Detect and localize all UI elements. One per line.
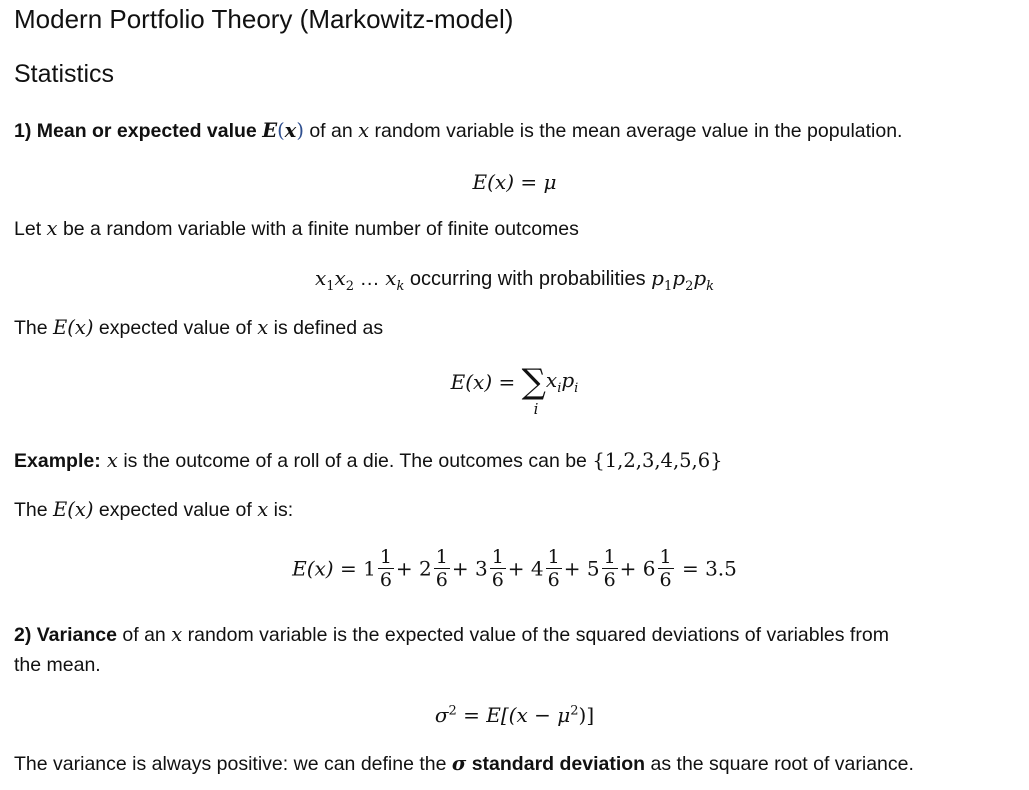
equation-expected-sum: E(x) = ∑ i $x_ip_i$ xyxy=(450,362,579,418)
term-coefficient: + 5 xyxy=(563,556,600,581)
fraction xyxy=(490,546,506,591)
section-heading: Statistics xyxy=(14,60,115,88)
numerator: 1 xyxy=(435,546,448,568)
numerator: 1 xyxy=(659,546,672,568)
paragraph-variance: 2) Variance of an x random variable is the expected value of the squared deviations of variables from xyxy=(14,623,889,646)
numerator: 1 xyxy=(491,546,504,568)
equation-outcomes: $x_1x_2$ … $x_k$ occurring with probabilities $p_1p_2p_k$ xyxy=(314,266,715,294)
denominator: 6 xyxy=(379,569,392,591)
paragraph-expected-value: The E(x) expected value of x is: xyxy=(14,498,294,521)
denominator: 6 xyxy=(603,569,616,591)
fraction xyxy=(434,546,450,591)
denominator: 6 xyxy=(491,569,504,591)
fraction xyxy=(602,546,618,591)
term-coefficient: + 3 xyxy=(451,556,488,581)
denominator: 6 xyxy=(547,569,560,591)
paragraph-std-deviation: The variance is always positive: we can define the σ standard deviation as the square root of variance. xyxy=(14,752,914,775)
term-coefficient: + 4 xyxy=(507,556,544,581)
numerator: 1 xyxy=(379,546,392,568)
term-coefficient: + 2 xyxy=(395,556,432,581)
term-coefficient: 1 xyxy=(363,556,376,581)
sum-symbol: ∑ i xyxy=(521,362,546,418)
equation-die-expected: E(x) = 1 $\frac{1}{6}$ + 2 $\frac{1}{6}$ + 3 $\frac{1}{6}$ + 4 $\frac{1}{6}$ + 5 $\frac{1}{6}$ + 6 $\frac{1}{6}$ = 3.5 xyxy=(292,546,737,591)
numerator: 1 xyxy=(547,546,560,568)
denominator: 6 xyxy=(659,569,672,591)
numerator: 1 xyxy=(603,546,616,568)
fraction xyxy=(378,546,394,591)
denominator: 6 xyxy=(435,569,448,591)
paragraph-variance-line2: the mean. xyxy=(14,654,101,676)
page-title: Modern Portfolio Theory (Markowitz-model) xyxy=(14,4,514,34)
paragraph-definition: The E(x) expected value of x is defined as xyxy=(14,316,384,339)
fraction xyxy=(658,546,674,591)
equation-mean: E(x) = μ xyxy=(472,170,557,194)
paragraph-example: Example: x is the outcome of a roll of a die. The outcomes can be {1,2,3,4,5,6} xyxy=(14,449,723,472)
paragraph-mean: 1) Mean or expected value E(x) of an x random variable is the mean average value in the population. xyxy=(14,119,903,142)
term-coefficient: + 6 xyxy=(619,556,656,581)
fraction xyxy=(546,546,562,591)
paragraph-random-variable: Let x be a random variable with a finite number of finite outcomes xyxy=(14,217,579,240)
equation-variance: $\sigma^2 = E[(x - \mu^2)]$ xyxy=(434,703,595,727)
